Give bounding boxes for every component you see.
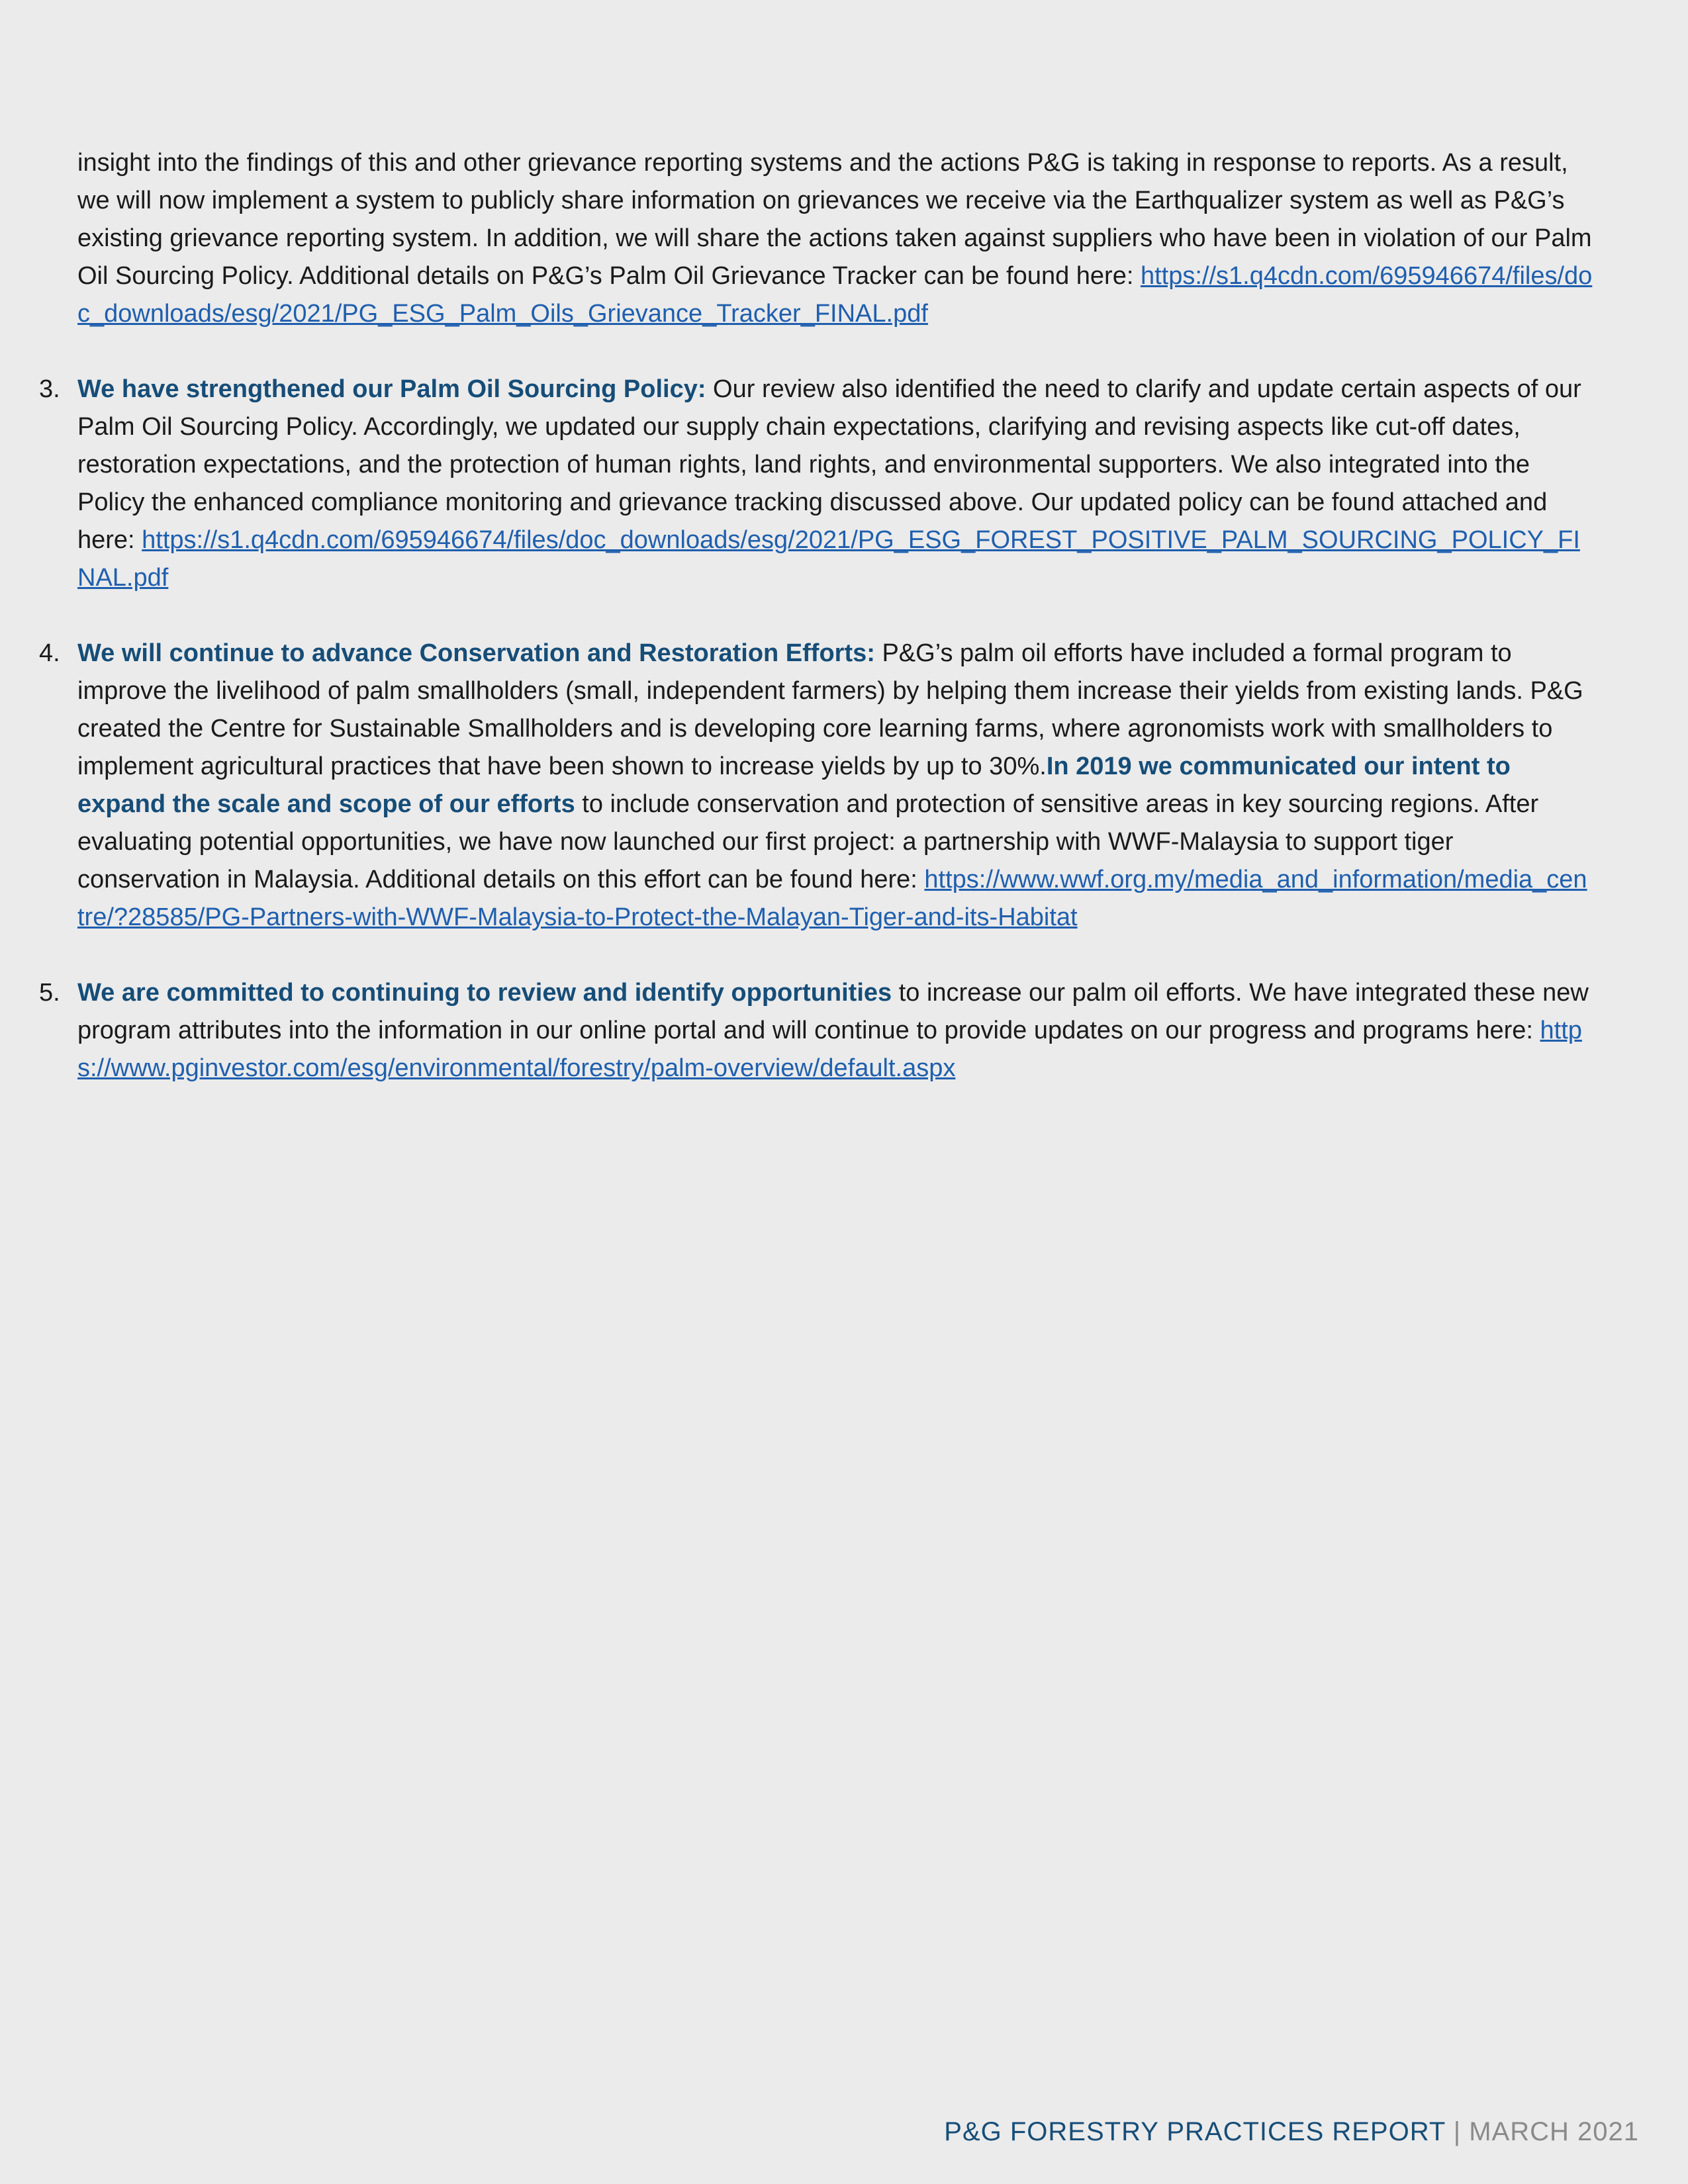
item-paragraph [77, 974, 1593, 1087]
list-item-5 [39, 974, 1593, 1087]
list-item-4 [39, 635, 1593, 936]
item-paragraph [77, 635, 1593, 936]
list-item-3 [39, 371, 1593, 597]
grievance-tracker-link[interactable]: https://s1.q4cdn.com/695946674/files/doc_downloads/esg/2021/PG_ESG_Palm_Oils_Grievance_Tracker_FINAL.pdf [77, 262, 1593, 328]
item-number: 4. [39, 639, 60, 667]
item-text: P&G’s palm oil efforts have included a formal program to improve the livelihood of palm smallholders (small, independent farmers) by helping them increase their yields from existing lands. P&G created the Centre for Sustainable Smallholders and is developing core learning farms, where agronomists work with smallholders to implement agricultural practices that have been shown to increase yields by up to 30%. [77, 639, 1583, 780]
item-heading: We are committed to continuing to review and identify opportunities [77, 979, 892, 1007]
item-text: Our review also identified the need to clarify and update certain aspects of our Palm Oil Sourcing Policy. Accordingly, we updated our supply chain expectations, clarifying and revising aspects like cut-off dates, restoration expectations, and the protection of human rights, land rights, and environmental supporters. We also integrated into the Policy the enhanced compliance monitoring and grievance tracking discussed above. Our updated policy can be found attached and here: [77, 375, 1581, 554]
document-body [39, 144, 1593, 1087]
item-heading: We have strengthened our Palm Oil Sourcing Policy: [77, 375, 706, 403]
footer-date: MARCH 2021 [1469, 2117, 1639, 2146]
item-paragraph [77, 371, 1593, 597]
item-text: to increase our palm oil efforts. We have integrated these new program attributes into the information in our online portal and will continue to provide updates on our progress and programs here: [77, 979, 1589, 1044]
item-text-continued: to include conservation and protection of sensitive areas in key sourcing regions. After evaluating potential opportunities, we have now launched our first project: a partnership with WWF-Malaysia to support tiger conservation in Malaysia. Additional details on this effort can be found here: [77, 790, 1539, 893]
footer-report-title: P&G FORESTRY PRACTICES REPORT [944, 2117, 1446, 2146]
wwf-malaysia-link[interactable]: https://www.wwf.org.my/media_and_information/media_centre/?28585/PG-Partners-with-WWF-Malaysia-to-Protect-the-Malayan-Tiger-and-its-Habitat [77, 866, 1587, 931]
item-heading: We will continue to advance Conservation and Restoration Efforts: [77, 639, 875, 667]
footer-separator: | [1445, 2117, 1470, 2146]
item-number: 5. [39, 979, 60, 1007]
pginvestor-link[interactable]: https://www.pginvestor.com/esg/environmental/forestry/palm-overview/default.aspx [77, 1017, 1582, 1082]
page-footer [944, 2115, 1639, 2148]
item-subheading: In 2019 we communicated our intent to expand the scale and scope of our efforts [77, 752, 1511, 818]
intro-paragraph [77, 144, 1593, 333]
intro-text: insight into the findings of this and other grievance reporting systems and the actions P&G is taking in response to reports. As a result, we will now implement a system to publicly share information on grievances we receive via the Earthqualizer system as well as P&G’s existing grievance reporting system. In addition, we will share the actions taken against suppliers who have been in violation of our Palm Oil Sourcing Policy. Additional details on P&G’s Palm Oil Grievance Tracker can be found here: [77, 149, 1592, 290]
item-number: 3. [39, 375, 60, 403]
sourcing-policy-link[interactable]: https://s1.q4cdn.com/695946674/files/doc_downloads/esg/2021/PG_ESG_FOREST_POSITIVE_PALM_SOURCING_POLICY_FINAL.pdf [77, 526, 1580, 592]
